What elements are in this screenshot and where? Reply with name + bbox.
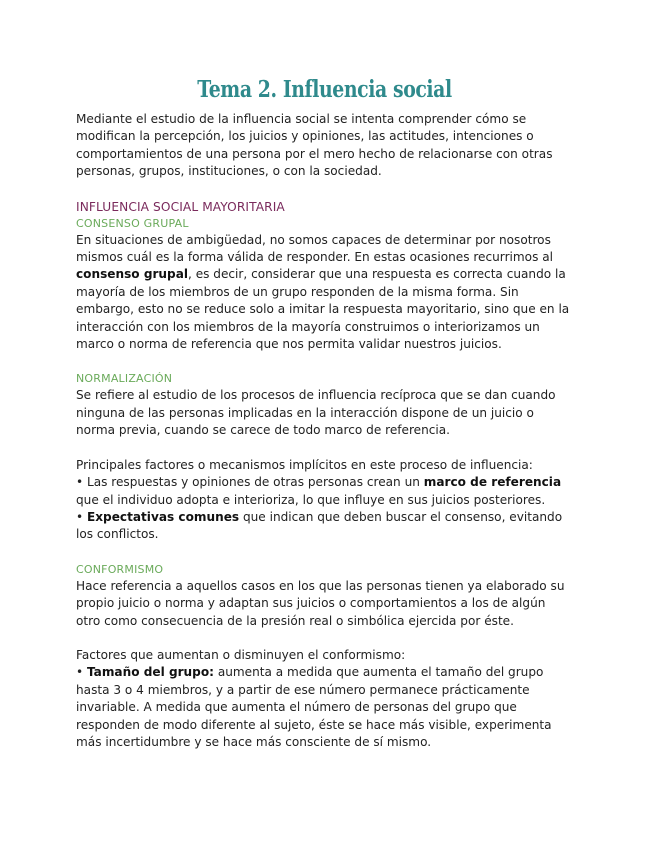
consenso-grupal-term: consenso grupal	[76, 267, 189, 282]
normalizacion-factors-intro: Principales factores o mecanismos implícitos en este proceso de influencia:	[76, 457, 533, 472]
conformismo-paragraph: Hace referencia a aquellos casos en los que las personas tienen ya elaborado su propio juicio o norma y adaptan sus juicios o comportamientos a los de algún otro como consecuencia de la presión real o simbólica ejercida por éste.	[76, 578, 565, 628]
section-heading-mayoritaria: INFLUENCIA SOCIAL MAYORITARIA	[76, 199, 285, 214]
normalizacion-bullet-1: • Las respuestas y opiniones de otras personas crean un marco de referencia que el individuo adopta e interioriza, lo que influye en sus juicios posteriores.	[76, 475, 562, 507]
normalizacion-bullet-2: • Expectativas comunes que indican que deben buscar el consenso, evitando los conflictos.	[76, 509, 563, 542]
intro-paragraph: Mediante el estudio de la influencia social se intenta comprender cómo se modifican la percepción, los juicios y opiniones, las actitudes, intenciones o comportamientos de una persona por el mero hecho de relacionarse con otras personas, grupos, instituciones, o con la sociedad.	[76, 112, 553, 179]
consenso-paragraph: En situaciones de ambigüedad, no somos capaces de determinar por nosotros mismos cuál es la forma válida de responder. En estas ocasiones recurrimos al consenso grupal, es decir, considerar que una respuesta es correcta cuando la mayoría de los miembros de un grupo responden de la misma forma. Sin embargo, esto no se reduce solo a imitar la respuesta mayoritario, sino que en la interacción con los miembros de la mayoría construimos o interiorizamos un marco o norma de referencia que nos permita validar nuestros juicios.	[76, 232, 570, 352]
conformismo-factors-intro: Factores que aumentan o disminuyen el conformismo:	[76, 647, 406, 662]
subheading-normalizacion: NORMALIZACIÓN	[76, 372, 173, 386]
subheading-consenso: CONSENSO GRUPAL	[76, 216, 189, 230]
page-title: Tema 2. Influencia social	[197, 76, 452, 103]
normalizacion-paragraph: Se refiere al estudio de los procesos de influencia recíproca que se dan cuando ninguna de las personas implicadas en la interacción dispone de un juicio o norma previa, cuando se carece de todo marco de referencia.	[76, 388, 556, 438]
conformismo-bullet-1: • Tamaño del grupo: aumenta a medida que aumenta el tamaño del grupo hasta 3 o 4 miembros, y a partir de ese número permanece prácticamente invariable. A medida que aumenta el número de personas del grupo que responden de modo diferente al sujeto, éste se hace más visible, experimenta más incertidumbre y se hace más consciente de sí mismo.	[76, 665, 552, 749]
subheading-conformismo: CONFORMISMO	[76, 562, 164, 576]
